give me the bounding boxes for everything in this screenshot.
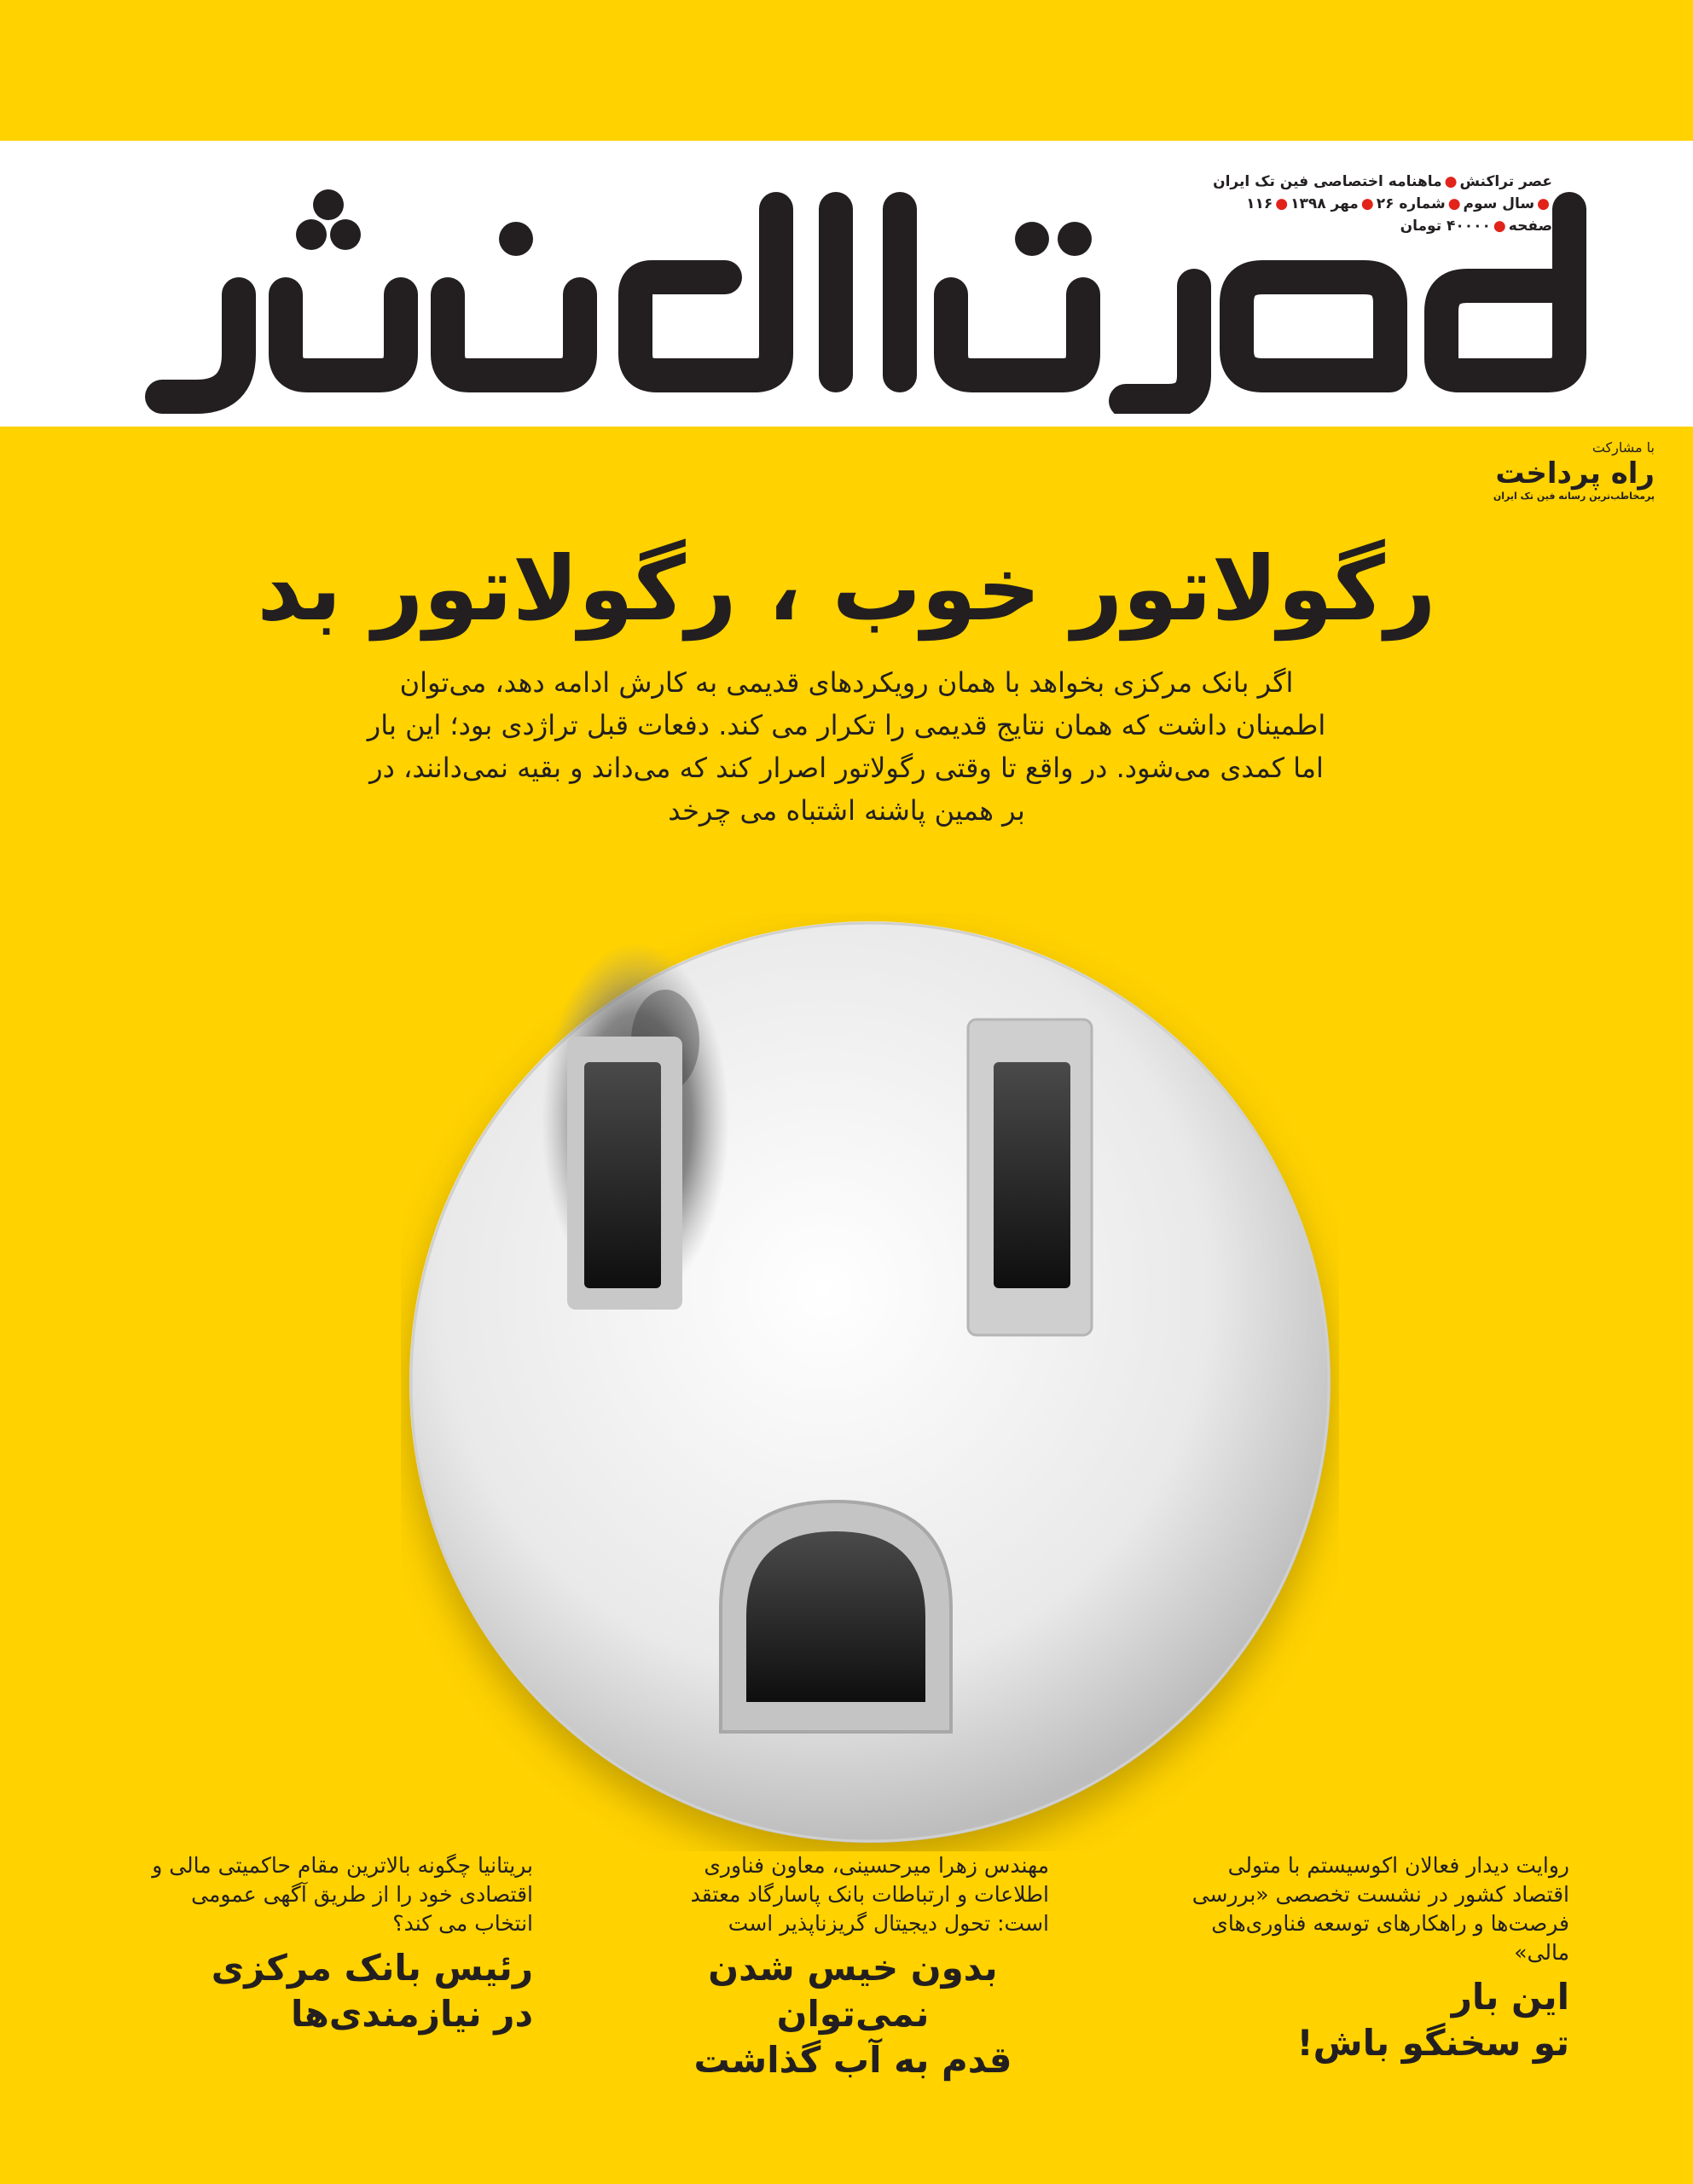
story-title <box>657 1945 1049 2083</box>
story-title-line: این بار <box>1451 1976 1569 2018</box>
story-intro: روایت دیدار فعالان اکوسیستم با متولی اقتصاد کشور در نشست تخصصی «بررسی فرصت‌ها و راهکارهای توسعه فناوری‌های مالی» <box>1191 1853 1569 1965</box>
issue-number: شماره ۲۶ <box>1376 195 1446 212</box>
price: ۴۰۰۰۰ تومان <box>1400 218 1491 235</box>
issue-info-line2 <box>1143 193 1552 237</box>
red-dot-icon: ● <box>1444 173 1458 190</box>
story-title <box>1177 1974 1569 2066</box>
cover-lede: اگر بانک مرکزی بخواهد با همان رویکردهای قدیمی به کارش ادامه دهد، می‌توان اطمینان داشت که همان نتایج قدیمی را تکرار می کند. دفعات قبل تراژدی بود؛ این بار اما کمدی می‌شود. در واقع تا وقتی رگولاتور اصرار کند که می‌داند و بقیه نمی‌دانند، در بر همین پاشنه اشتباه می چرخد <box>367 666 1326 827</box>
partner-label: با مشارکت <box>1592 439 1655 456</box>
story-right <box>1177 1851 1569 2066</box>
story-title-line: رئیس بانک مرکزی <box>211 1947 533 1989</box>
partner-logo: راه پرداخت <box>1495 456 1655 491</box>
issue-date: مهر ۱۳۹۸ <box>1290 195 1359 212</box>
red-dot-icon: ● <box>1275 195 1289 212</box>
story-title <box>141 1945 533 2037</box>
red-dot-icon: ● <box>1537 195 1550 212</box>
story-middle <box>657 1851 1049 2083</box>
issue-year: سال سوم <box>1463 195 1535 212</box>
page-count: ۱۱۶ صفحه <box>1246 195 1552 235</box>
burnt-outlet-illustration <box>401 913 1339 1851</box>
red-dot-icon: ● <box>1447 195 1461 212</box>
story-title-line: قدم به آب گذاشت <box>693 2039 1012 2081</box>
story-title-line: تو سخنگو باش! <box>1296 2022 1569 2064</box>
red-dot-icon: ● <box>1360 195 1374 212</box>
magazine-description: ماهنامه اختصاصی فین تک ایران <box>1213 173 1442 190</box>
partner-block <box>1399 439 1655 502</box>
story-title-line: در نیازمندی‌ها <box>290 1993 533 2035</box>
story-intro: مهندس زهرا میرحسینی، معاون فناوری اطلاعات و ارتباطات بانک پاسارگاد معتقد است: تحول دیجیتال گریزناپذیر است <box>690 1853 1049 1936</box>
cover-headline: رگولاتور خوب ، رگولاتور بد <box>257 537 1436 641</box>
red-dot-icon: ● <box>1493 218 1506 235</box>
issue-info-line1 <box>1143 171 1552 193</box>
issue-info <box>1143 171 1552 237</box>
magazine-name: عصر تراکنش <box>1459 173 1552 190</box>
story-left <box>141 1851 533 2037</box>
story-title-line: بدون خیس شدن نمی‌توان <box>708 1947 998 2035</box>
partner-tagline: پرمخاطب‌ترین رسانه فین تک ایران <box>1493 491 1655 502</box>
story-intro: بریتانیا چگونه بالاترین مقام حاکمیتی مالی و اقتصادی خود را از طریق آگهی عمومی انتخاب می کند؟ <box>152 1853 533 1936</box>
